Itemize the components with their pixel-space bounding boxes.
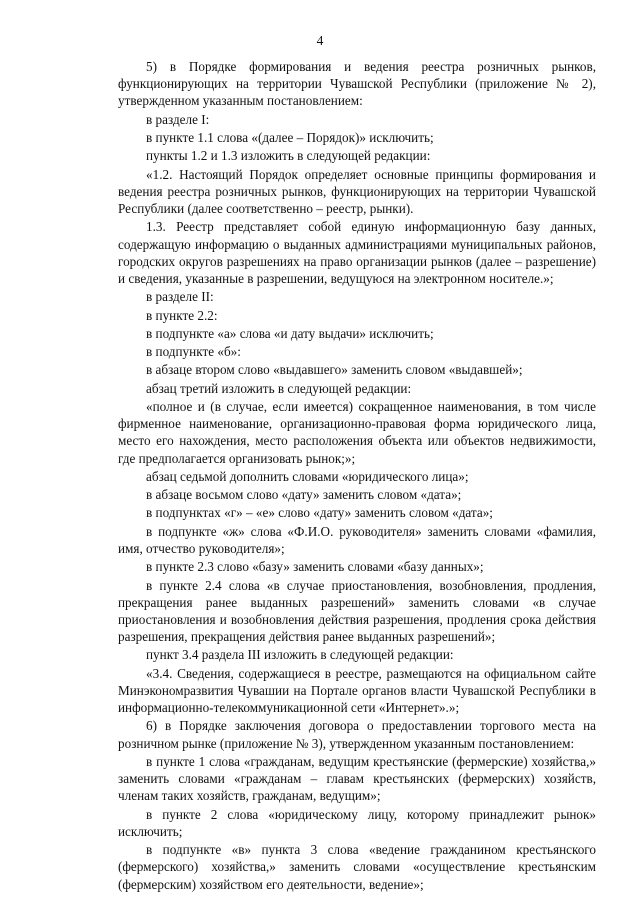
paragraph: «3.4. Сведения, содержащиеся в реестре, размещаются на официальном сайте Минэкономразвития Чувашии на Портале органов власти Чувашской Республики в информационно-телекоммуникационной сети «Интернет».»; bbox=[118, 665, 596, 716]
paragraph: абзац седьмой дополнить словами «юридического лица»; bbox=[146, 468, 469, 484]
paragraph: 5) в Порядке формирования и ведения реестра розничных рынков, функционирующих на территории Чувашской Республики (приложение № 2), утвержденном указанным постановлением: bbox=[118, 59, 596, 109]
page-number: 4 bbox=[316, 33, 324, 48]
paragraph: в подпункте «ж» слова «Ф.И.О. руководителя» заменить словами «фамилия, имя, отчество руководителя»; bbox=[118, 523, 596, 556]
paragraph: пункт 3.4 раздела III изложить в следующей редакции: bbox=[146, 647, 454, 663]
paragraph: абзац третий изложить в следующей редакции: bbox=[146, 380, 412, 396]
paragraph: «1.2. Настоящий Порядок определяет основные принципы формирования и ведения реестра розничных рынков, функционирующих на территории Чувашской Республики (далее соответственно – реестр, рынки). bbox=[118, 166, 596, 216]
paragraph: в пункте 1 слова «гражданам, ведущим крестьянские (фермерские) хозяйства,» заменить словами «гражданам – главам крестьянских (фермерских) хозяйств, членам таких хозяйств, гражданам, ведущим»; bbox=[118, 753, 596, 804]
paragraph: в пункте 2 слова «юридическому лицу, которому принадлежит рынок» исключить; bbox=[118, 806, 596, 839]
paragraph: в разделе II: bbox=[146, 289, 214, 305]
paragraph: в подпункте «а» слова «и дату выдачи» исключить; bbox=[146, 325, 434, 341]
paragraph: в пункте 1.1 слова «(далее – Порядок)» исключить; bbox=[146, 130, 434, 145]
paragraph: в пункте 2.2: bbox=[146, 307, 218, 323]
document-body bbox=[118, 58, 596, 894]
paragraph: 1.3. Реестр представляет собой единую информационную базу данных, содержащую информацию о выданных администрациями муниципальных районов, городских округов разрешениях на право организации рынков (далее – разрешение) и сведения, указанные в разрешении, ведущуюся на электронном носителе.»; bbox=[118, 219, 596, 286]
paragraph: в абзаце втором слово «выдавшего» заменить словом «выдавшей»; bbox=[146, 362, 523, 378]
paragraph: в пункте 2.4 слова «в случае приостановления, возобновления, продления, прекращения ранее выданных разрешений» заменить словами «в случае приостановления и возобновления действия разрешения, продления срока действия разрешения, прекращения действия ранее выданных разрешений»; bbox=[118, 577, 596, 645]
paragraph: в пункте 2.3 слово «базу» заменить словами «базу данных»; bbox=[146, 559, 484, 575]
paragraph: пункты 1.2 и 1.3 изложить в следующей редакции: bbox=[146, 148, 431, 164]
paragraph: «полное и (в случае, если имеется) сокращенное наименования, в том числе фирменное наименование, организационно-правовая форма юридического лица, место его нахождения, место расположения объекта или объектов недвижимости, где предполагается организовать рынок;»; bbox=[118, 398, 596, 466]
paragraph: в подпункте «в» пункта 3 слова «ведение гражданином крестьянского (фермерского) хозяйства,» заменить словами «осуществление крестьянским (фермерским) хозяйством его деятельности, ведение»; bbox=[118, 842, 596, 892]
paragraph: в абзаце восьмом слово «дату» заменить словом «дата»; bbox=[146, 487, 462, 503]
paragraph: в разделе I: bbox=[146, 111, 210, 127]
paragraph: 6) в Порядке заключения договора о предоставлении торгового места на розничном рынке (приложение № 3), утвержденном указанным постановлением: bbox=[118, 718, 596, 751]
paragraph: в подпункте «б»: bbox=[146, 344, 241, 360]
paragraph: в подпунктах «г» – «е» слово «дату» заменить словом «дата»; bbox=[146, 505, 493, 521]
